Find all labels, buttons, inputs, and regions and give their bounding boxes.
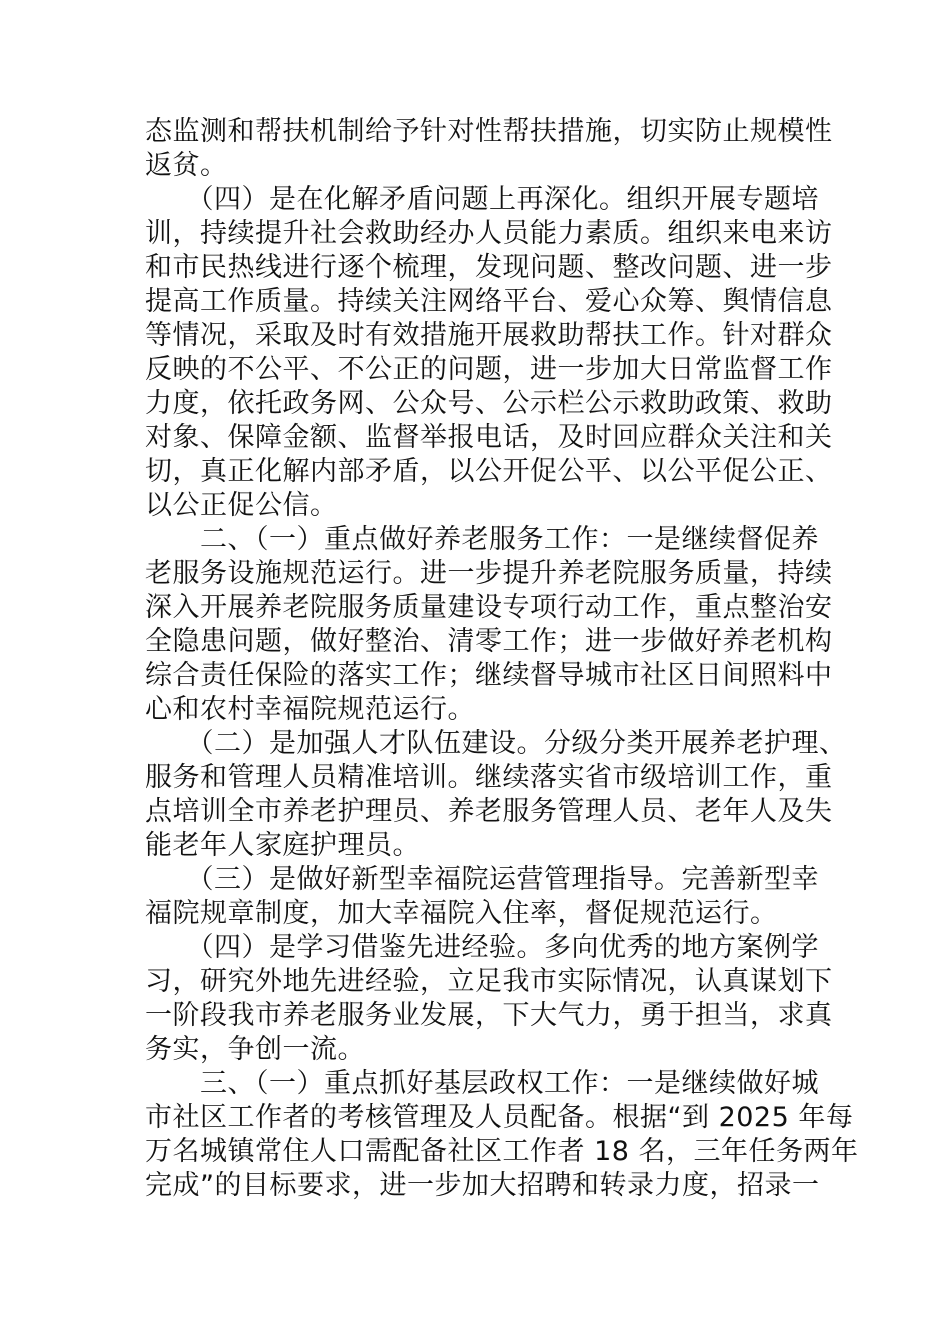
- text-line: 市社区工作者的考核管理及人员配备。根据“到 2025 年每: [145, 1102, 854, 1133]
- text-line: 点培训全市养老护理员、养老服务管理人员、老年人及失: [145, 796, 833, 827]
- text-line: 以公正促公信。: [145, 490, 338, 521]
- text-line: 返贫。: [145, 150, 228, 181]
- text-line: （二）是加强人才队伍建设。分级分类开展养老护理、: [145, 728, 847, 759]
- text-line: 综合责任保险的落实工作；继续督导城市社区日间照料中: [145, 660, 833, 691]
- text-line: 深入开展养老院服务质量建设专项行动工作，重点整治安: [145, 592, 833, 623]
- text-line: 能老年人家庭护理员。: [145, 830, 420, 861]
- text-line: 力度，依托政务网、公众号、公示栏公示救助政策、救助: [145, 388, 833, 419]
- text-line: （三）是做好新型幸福院运营管理指导。完善新型幸: [145, 864, 819, 895]
- text-line: 态监测和帮扶机制给予针对性帮扶措施，切实防止规模性: [145, 116, 833, 147]
- text-line: 提高工作质量。持续关注网络平台、爱心众筹、舆情信息: [145, 286, 833, 317]
- text-line: 训，持续提升社会救助经办人员能力素质。组织来电来访: [145, 218, 833, 249]
- text-line: 老服务设施规范运行。进一步提升养老院服务质量，持续: [145, 558, 833, 589]
- text-line: 万名城镇常住人口需配备社区工作者 18 名，三年任务两年: [145, 1136, 859, 1167]
- text-line: 务实，争创一流。: [145, 1034, 365, 1065]
- text-line: 等情况，采取及时有效措施开展救助帮扶工作。针对群众: [145, 320, 833, 351]
- text-line: 反映的不公平、不公正的问题，进一步加大日常监督工作: [145, 354, 833, 385]
- text-line: （四）是学习借鉴先进经验。多向优秀的地方案例学: [145, 932, 819, 963]
- text-line: 一阶段我市养老服务业发展，下大气力，勇于担当，求真: [145, 1000, 833, 1031]
- text-line: 完成”的目标要求，进一步加大招聘和转录力度，招录一: [145, 1170, 820, 1201]
- text-line: 习，研究外地先进经验，立足我市实际情况，认真谋划下: [145, 966, 833, 997]
- text-line: 三、（一）重点抓好基层政权工作：一是继续做好城: [145, 1068, 819, 1099]
- text-line: 切，真正化解内部矛盾，以公开促公平、以公平促公正、: [145, 456, 833, 487]
- text-line: 二、（一）重点做好养老服务工作：一是继续督促养: [145, 524, 819, 555]
- text-line: 全隐患问题，做好整治、清零工作；进一步做好养老机构: [145, 626, 833, 657]
- text-line: （四）是在化解矛盾问题上再深化。组织开展专题培: [145, 184, 819, 215]
- text-line: 服务和管理人员精准培训。继续落实省市级培训工作，重: [145, 762, 833, 793]
- text-line: 和市民热线进行逐个梳理，发现问题、整改问题、进一步: [145, 252, 833, 283]
- text-line: 福院规章制度，加大幸福院入住率，督促规范运行。: [145, 898, 778, 929]
- text-line: 心和农村幸福院规范运行。: [145, 694, 475, 725]
- body-text: [145, 115, 859, 1203]
- text-line: 对象、保障金额、监督举报电话，及时回应群众关注和关: [145, 422, 833, 453]
